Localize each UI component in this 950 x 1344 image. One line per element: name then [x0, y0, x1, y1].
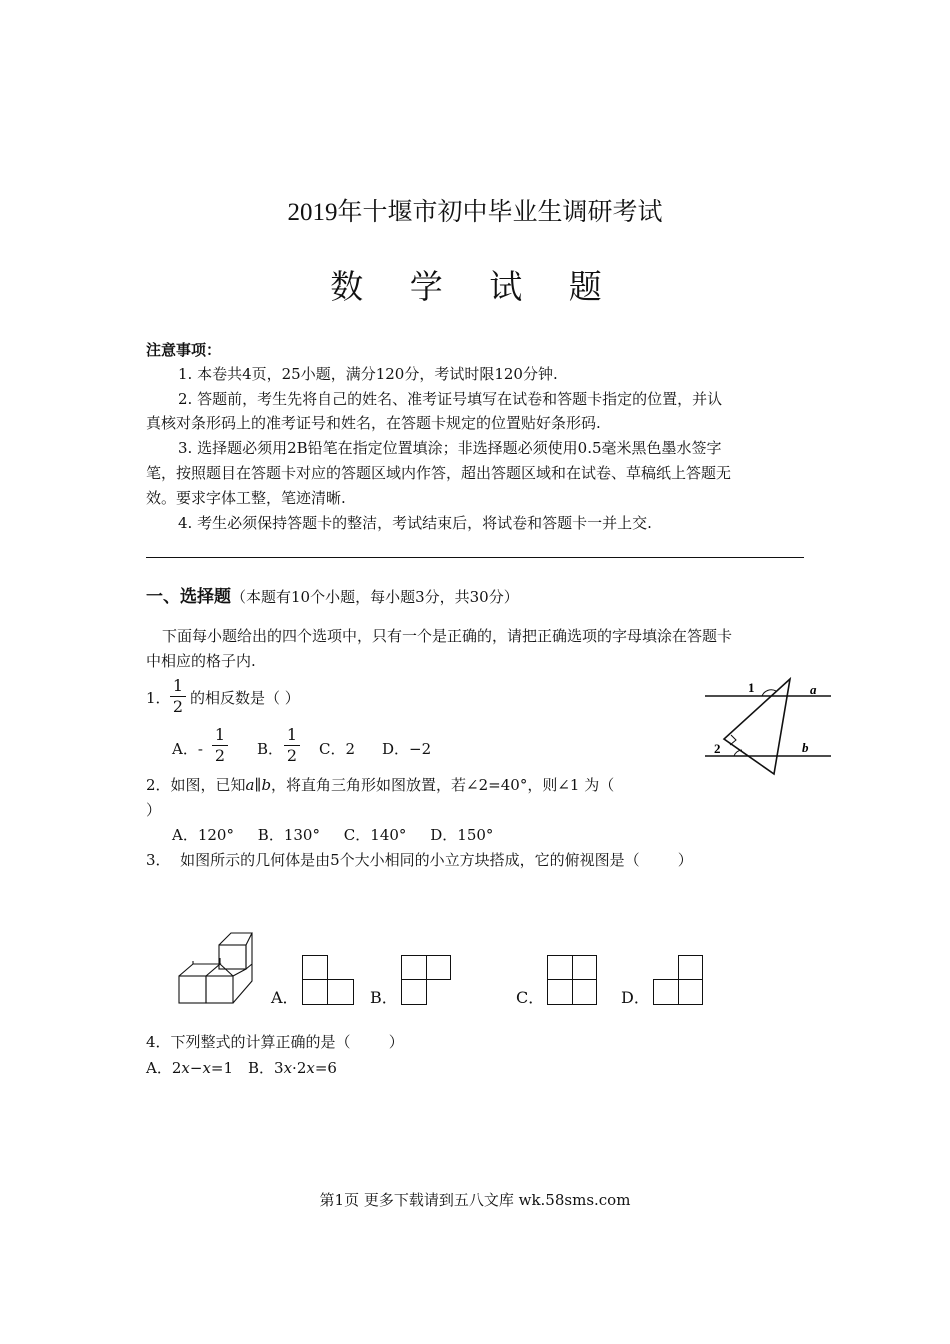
notice-item-2: 2. 答题前，考生先将自己的姓名、准考证号填写在试卷和答题卡指定的位置，并认 [178, 390, 723, 408]
section1-intro-2: 中相应的格子内. [146, 652, 256, 670]
cell [302, 955, 328, 980]
cell [401, 955, 427, 980]
q1-stem: 的相反数是（ ） [190, 689, 300, 707]
q3-option-b-shape [401, 955, 451, 1005]
cell [401, 979, 427, 1005]
q1-option-b-label: B． [257, 740, 284, 758]
cell [547, 979, 573, 1005]
cell [572, 979, 597, 1005]
back-row-edges [193, 958, 220, 964]
q4-a-post: =1 [210, 1059, 234, 1077]
section1-heading-line [146, 587, 519, 607]
q1-option-b-fraction [284, 725, 300, 766]
q2-stem-pre: 2．如图，已知 [146, 776, 246, 794]
cell [302, 979, 328, 1005]
q4-a-pre: A．2 [146, 1059, 182, 1077]
q1-option-a-fraction [212, 725, 228, 766]
q3-option-a-label: A． [271, 988, 299, 1007]
section1-note: （本题有10个小题，每小题3分，共30分） [231, 588, 519, 606]
section1-heading: 一、选择题 [146, 587, 231, 607]
page-footer: 第1页 更多下载请到五八文库 wk.58sms.com [319, 1191, 631, 1209]
q4-a-var1: x [181, 1059, 190, 1077]
notice-heading: 注意事项： [146, 341, 222, 359]
exam-title: 2019年十堰市初中毕业生调研考试 [287, 199, 663, 226]
q3-option-c-label: C． [516, 988, 545, 1007]
label-angle-1: 1 [748, 680, 755, 695]
front-top-faces [179, 964, 233, 976]
cell [327, 979, 354, 1005]
q2-options: A．120° B．130° C．140° D．150° [172, 826, 494, 844]
upper-cube-front [219, 945, 246, 969]
q4-b-var1: x [283, 1059, 293, 1077]
cell [678, 955, 703, 980]
notice-item-4: 4. 考生必须保持答题卡的整洁，考试结束后，将试卷和答题卡一并上交. [178, 514, 652, 532]
q2-parallel-lines-figure [700, 672, 835, 780]
q1-fraction [170, 676, 186, 717]
q1-frac-num: 1 [170, 676, 186, 697]
label-line-b: b [802, 740, 809, 755]
q3-option-c-shape [547, 955, 597, 1005]
q4-option-a [146, 1058, 233, 1078]
q1-a-frac-num: 1 [212, 725, 228, 746]
cell [547, 955, 573, 980]
q3-option-d-shape [653, 955, 703, 1005]
q2-stem-line2: ） [146, 801, 162, 819]
q2-stem [146, 775, 614, 795]
cell [678, 979, 703, 1005]
q4-b-pre: B．3 [248, 1059, 284, 1077]
q1-option-d: D．−2 [382, 740, 432, 758]
q2-parallel-symbol: ∥ [254, 776, 262, 794]
q1-option-c: C．2 [319, 740, 356, 758]
q4-option-b [248, 1058, 337, 1078]
notice-item-3: 3. 选择题必须用2B铅笔在指定位置填涂；非选择题必须使用0.5毫米黑色墨水签字 [178, 439, 722, 457]
q1-number: 1． [146, 689, 171, 707]
q2-var-b: b [261, 776, 272, 794]
label-line-a: a [810, 682, 817, 697]
q1-frac-den: 2 [172, 697, 184, 716]
section-divider [146, 557, 804, 558]
q1-b-frac-num: 1 [284, 725, 300, 746]
q4-b-var2: x [306, 1059, 315, 1077]
q3-stem: 3． 如图所示的几何体是由5个大小相同的小立方块搭成，它的俯视图是（ ） [146, 851, 693, 869]
q3-option-a-shape [302, 955, 354, 1005]
cell [653, 979, 679, 1005]
q3-option-d-label: D． [621, 988, 650, 1007]
notice-item-3-cont: 笔，按照题目在答题卡对应的答题区域内作答，超出答题区域和在试卷、草稿纸上答题无 [146, 464, 732, 482]
notice-item-1: 1. 本卷共4页，25小题，满分120分，考试时限120分钟. [178, 365, 558, 383]
label-angle-2: 2 [714, 741, 721, 756]
q3-option-b-label: B． [370, 988, 398, 1007]
front-cube-left [179, 976, 206, 1003]
notice-item-2-cont: 真核对条形码上的准考证号和姓名，在答题卡规定的位置贴好条形码. [146, 414, 601, 432]
cell [572, 955, 597, 980]
q4-a-minus: − [189, 1059, 203, 1077]
front-cube-right [206, 976, 233, 1003]
notice-item-3-cont2: 效。要求字体工整，笔迹清晰. [146, 489, 346, 507]
section1-intro-1: 下面每小题给出的四个选项中，只有一个是正确的，请把正确选项的字母填涂在答题卡 [162, 627, 733, 645]
q1-option-a-label: A．- [172, 740, 203, 758]
q2-var-a: a [245, 776, 255, 794]
q4-a-var2: x [202, 1059, 211, 1077]
q1-b-frac-den: 2 [286, 746, 298, 765]
cell [426, 955, 451, 980]
q4-b-mid: ·2 [292, 1059, 307, 1077]
q2-stem-post: ，将直角三角形如图放置，若∠2=40°，则∠1 为（ [271, 776, 615, 794]
q4-b-post: =6 [314, 1059, 337, 1077]
q4-stem: 4．下列整式的计算正确的是（ ） [146, 1033, 404, 1051]
exam-subtitle: 数 学 试 题 [330, 267, 620, 306]
q3-cube-solid-figure [174, 928, 256, 1008]
right-triangle [724, 679, 790, 774]
q1-a-frac-den: 2 [214, 746, 226, 765]
